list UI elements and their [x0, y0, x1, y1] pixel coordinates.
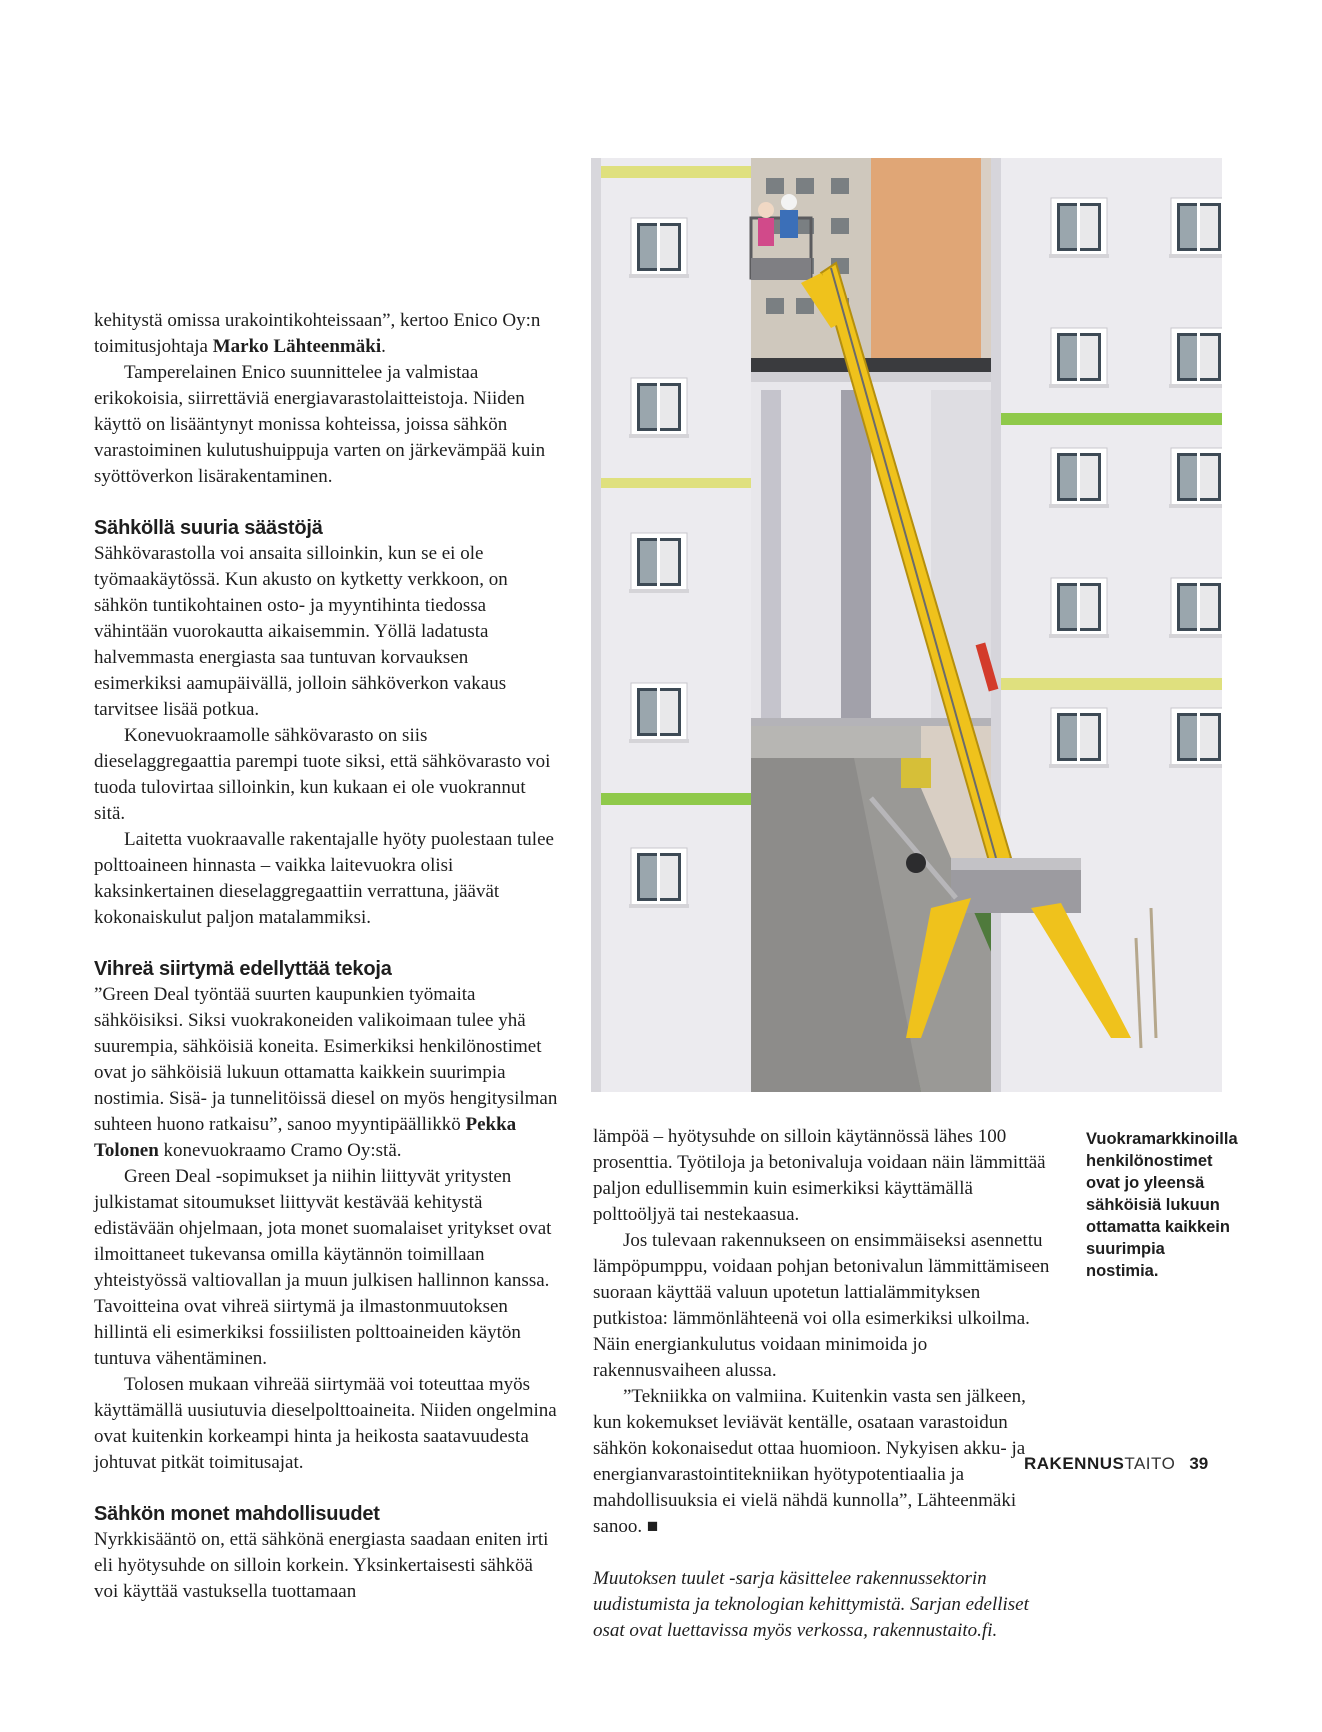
paragraph: Sähkövarastolla voi ansaita silloinkin, kun se ei ole työmaakäytössä. Kun akusto on kytketty verkkoon, on sähkön tuntikohtainen osto- ja myyntihinta tiedossa vähintään vuorokautta aikaisemmin. Yöllä ladatusta halvemmasta energiasta saa tuntuvan korvauksen esimerkiksi aamupäivällä, jolloin sähköverkon vakaus tarvitsee lisää potkua. — [94, 543, 508, 720]
page-footer — [1024, 1452, 1208, 1476]
person-name: Marko Lähteenmäki — [212, 336, 382, 357]
person-name: Pekka Tolonen — [94, 1114, 517, 1161]
paragraph: Tamperelainen Enico suunnittelee ja valmistaa erikokoisia, siirrettäviä energiavarastolaitteistoja. Niiden käyttö on lisääntynyt monissa kohteissa, joissa sähkön varastoiminen kulutushuippuja varten on järkevämpää kuin syöttöverkon lisärakentaminen. — [94, 362, 546, 487]
left-text-column — [94, 308, 558, 1605]
paragraph: ”Tekniikka on valmiina. Kuitenkin vasta sen jälkeen, kun kokemukset leviävät kentälle, osataan varastoidun sähkön kokonaisedut ottaa huomioon. Nykyisen akku- ja energianvarastointitekniikan hyötypotentiaalia ja mahdollisuuksia ei vielä nähdä kunnolla”, Lähteenmäki sanoo. ■ — [593, 1386, 1026, 1537]
paragraph: kehitystä omissa urakointikohteissaan”, kertoo Enico Oy:n toimitusjohtaja Marko Lähteenmäki. — [94, 310, 541, 357]
photo-caption: Vuokramarkkinoilla henkilönostimet ovat jo yleensä sähköisiä lukuun ottamatta kaikkein suurimpia nostimia. — [1086, 1130, 1238, 1280]
paragraph: Jos tulevaan rakennukseen on ensimmäiseksi asennettu lämpöpumppu, voidaan pohjan betonivalun lämmittämiseen suoraan käyttää valuun upotetun lattialämmityksen putkistoa: lämmönlähteenä voi olla esimerkiksi ulkoilma. Näin energiankulutus voidaan minimoida jo rakennusvaiheen alussa. — [593, 1230, 1050, 1381]
end-mark-icon: ■ — [646, 1516, 659, 1537]
subheading: Vihreä siirtymä edellyttää tekoja — [94, 958, 392, 980]
subheading: Sähkön monet mahdollisuudet — [94, 1503, 380, 1525]
magazine-name-bold: RAKENNUS — [1024, 1454, 1125, 1473]
paragraph: Tolosen mukaan vihreää siirtymää voi toteuttaa myös käyttämällä uusiutuvia dieselpolttoaineita. Niiden ongelmina ovat kuitenkin korkeampi hinta ja heikosta saatavuudesta johtuvat pitkät toimitusajat. — [94, 1374, 557, 1473]
article-photo — [591, 158, 1222, 1092]
paragraph: ”Green Deal työntää suurten kaupunkien työmaita sähköisiksi. Siksi vuokrakoneiden valikoimaan tulee yhä suurempia, sähköisiä koneita. Esimerkiksi henkilönostimet ovat jo sähköisiä lukuun ottamatta kaikkein suurimpia nostimia. Sisä- ja tunnelitöissä diesel on myös hengitysilman suhteen huono ratkaisu”, sanoo myyntipäällikkö Pekka Tolonen konevuokraamo Cramo Oy:stä. — [94, 984, 558, 1161]
paragraph: Nyrkkisääntö on, että sähkönä energiasta saadaan eniten irti eli hyötysuhde on silloin korkein. Yksinkertaisesti sähköä voi käyttää vastuksella tuottamaan — [94, 1529, 549, 1602]
magazine-name-light: TAITO — [1124, 1454, 1176, 1473]
paragraph: Green Deal -sopimukset ja niihin liittyvät yritysten julkistamat sitoumukset liittyvät kestävää kehitystä edistävään ohjelmaan, jota monet suomalaiset yritykset ovat ilmoittaneet tukevansa omilla käytännön toimillaan yhteistyössä valtiovallan ja muun julkisen hallinnon kanssa. Tavoitteina ovat vihreä siirtymä ja ilmastonmuutoksen hillintä eli esimerkiksi fossiilisten polttoaineiden käytön tuntuva vähentäminen. — [94, 1166, 552, 1369]
paragraph: Konevuokraamolle sähkövarasto on siis dieselaggregaattia parempi tuote siksi, että sähkövarasto voi tuoda tulovirtaa silloinkin, kun kukaan ei ole vuokrannut sitä. — [94, 725, 551, 824]
series-note: Muutoksen tuulet -sarja käsittelee rakennussektorin uudistumista ja teknologian kehittymistä. Sarjan edelliset osat ovat luettavissa myös verkossa, rakennustaito.fi. — [593, 1568, 1029, 1641]
subheading: Sähköllä suuria säästöjä — [94, 517, 323, 539]
middle-text-column — [593, 1124, 1059, 1644]
paragraph: lämpöä – hyötysuhde on silloin käytännössä lähes 100 prosenttia. Työtiloja ja betonivaluja voidaan näin lämmittää paljon edullisemmin kuin esimerkiksi käyttämällä polttoöljyä tai nestekaasua. — [593, 1126, 1046, 1225]
page-number: 39 — [1189, 1454, 1209, 1473]
paragraph: Laitetta vuokraavalle rakentajalle hyöty puolestaan tulee polttoaineen hinnasta – vaikka laitevuokra olisi kaksinkertainen dieselaggregaattiin verrattuna, jäävät kokonaiskulut paljon matalammiksi. — [94, 829, 554, 928]
